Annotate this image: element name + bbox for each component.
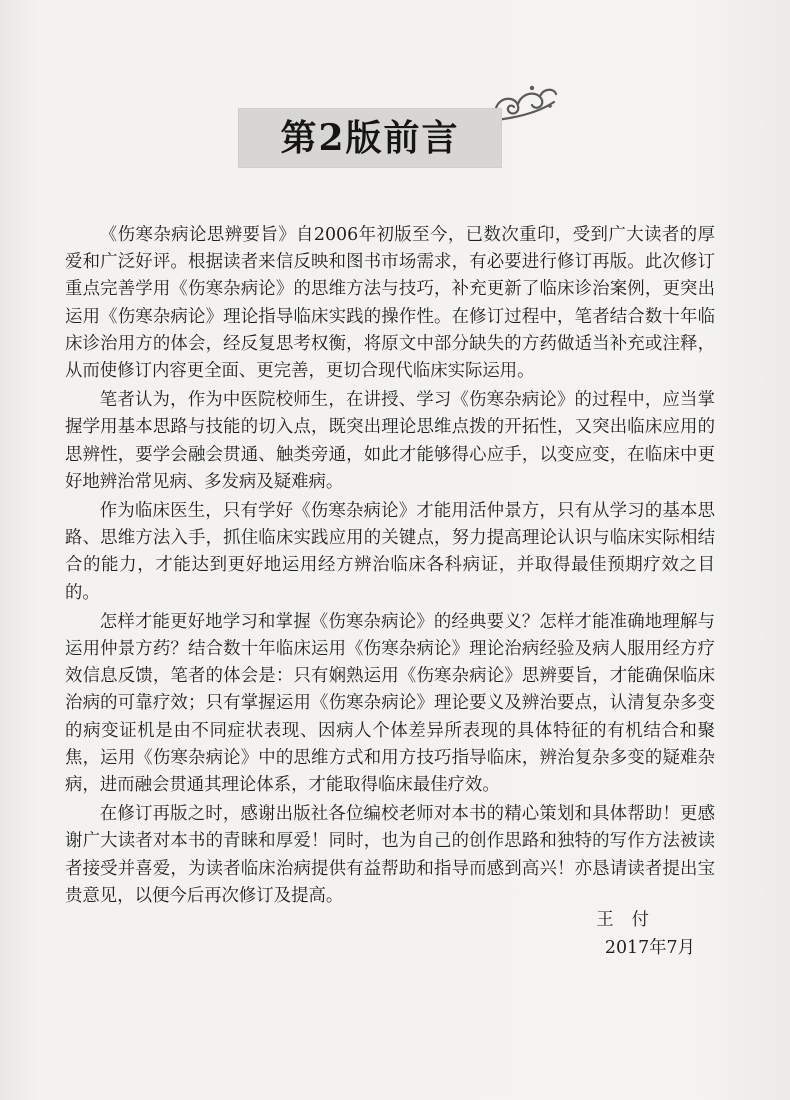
author-name: 王付 bbox=[596, 910, 667, 930]
page-title: 第2版前言 bbox=[280, 117, 460, 159]
paragraph: 怎样才能更好地学习和掌握《伤寒杂病论》的经典要义？怎样才能准确地理解与运用仲景方药？结合数十年临床运用《伤寒杂病论》理论治病经验及病人服用经方疗效信息反馈，笔者的体会是：只有娴熟运用《伤寒杂病论》思辨要旨，才能确保临床治病的可靠疗效；只有掌握运用《伤寒杂病论》理论要义及辨治要点，认清复杂多变的病变证机是由不同症状表现、因病人个体差异所表现的具体特征的有机结合和聚焦，运用《伤寒杂病论》中的思维方式和用方技巧指导临床，辨治复杂多变的疑难杂病，进而融会贯通其理论体系，才能取得临床最佳疗效。 bbox=[65, 611, 715, 796]
title-banner bbox=[238, 108, 502, 168]
paragraph: 《伤寒杂病论思辨要旨》自2006年初版至今，已数次重印，受到广大读者的厚爱和广泛好评。根据读者来信反映和图书市场需求，有必要进行修订再版。此次修订重点完善学用《伤寒杂病论》的思维方法与技巧，补充更新了临床诊治案例，更突出运用《伤寒杂病论》理论指导临床实践的操作性。在修订过程中，笔者结合数十年临床诊治用方的体会，经反复思考权衡，将原文中部分缺失的方药做适当补充或注释，从而使修订内容更全面、更完善，更切合现代临床实际运用。 bbox=[65, 225, 715, 382]
signature-block bbox=[495, 906, 695, 962]
paragraph: 作为临床医生，只有学好《伤寒杂病论》才能用活仲景方，只有从学习的基本思路、思维方法入手，抓住临床实践应用的关键点，努力提高理论认识与临床实际相结合的能力，才能达到更好地运用经方辨治临床各科病证，并取得最佳预期疗效之目的。 bbox=[65, 501, 715, 603]
paragraph: 在修订再版之时，感谢出版社各位编校老师对本书的精心策划和具体帮助！更感谢广大读者对本书的青睐和厚爱！同时，也为自己的创作思路和独特的写作方法被读者接受并喜爱，为读者临床治病提供有益帮助和指导而感到高兴！亦恳请读者提出宝贵意见，以便今后再次修订及提高。 bbox=[65, 804, 715, 906]
signature-date: 2017年7月 bbox=[604, 938, 695, 958]
preface-body bbox=[65, 222, 715, 910]
paragraph: 笔者认为，作为中医院校师生，在讲授、学习《伤寒杂病论》的过程中，应当掌握学用基本思路与技能的切入点，既突出理论思维点拨的开拓性，又突出临床应用的思辨性，要学会融会贯通、触类旁通，如此才能够得心应手，以变应变，在临床中更好地辨治常见病、多发病及疑难病。 bbox=[65, 390, 715, 492]
